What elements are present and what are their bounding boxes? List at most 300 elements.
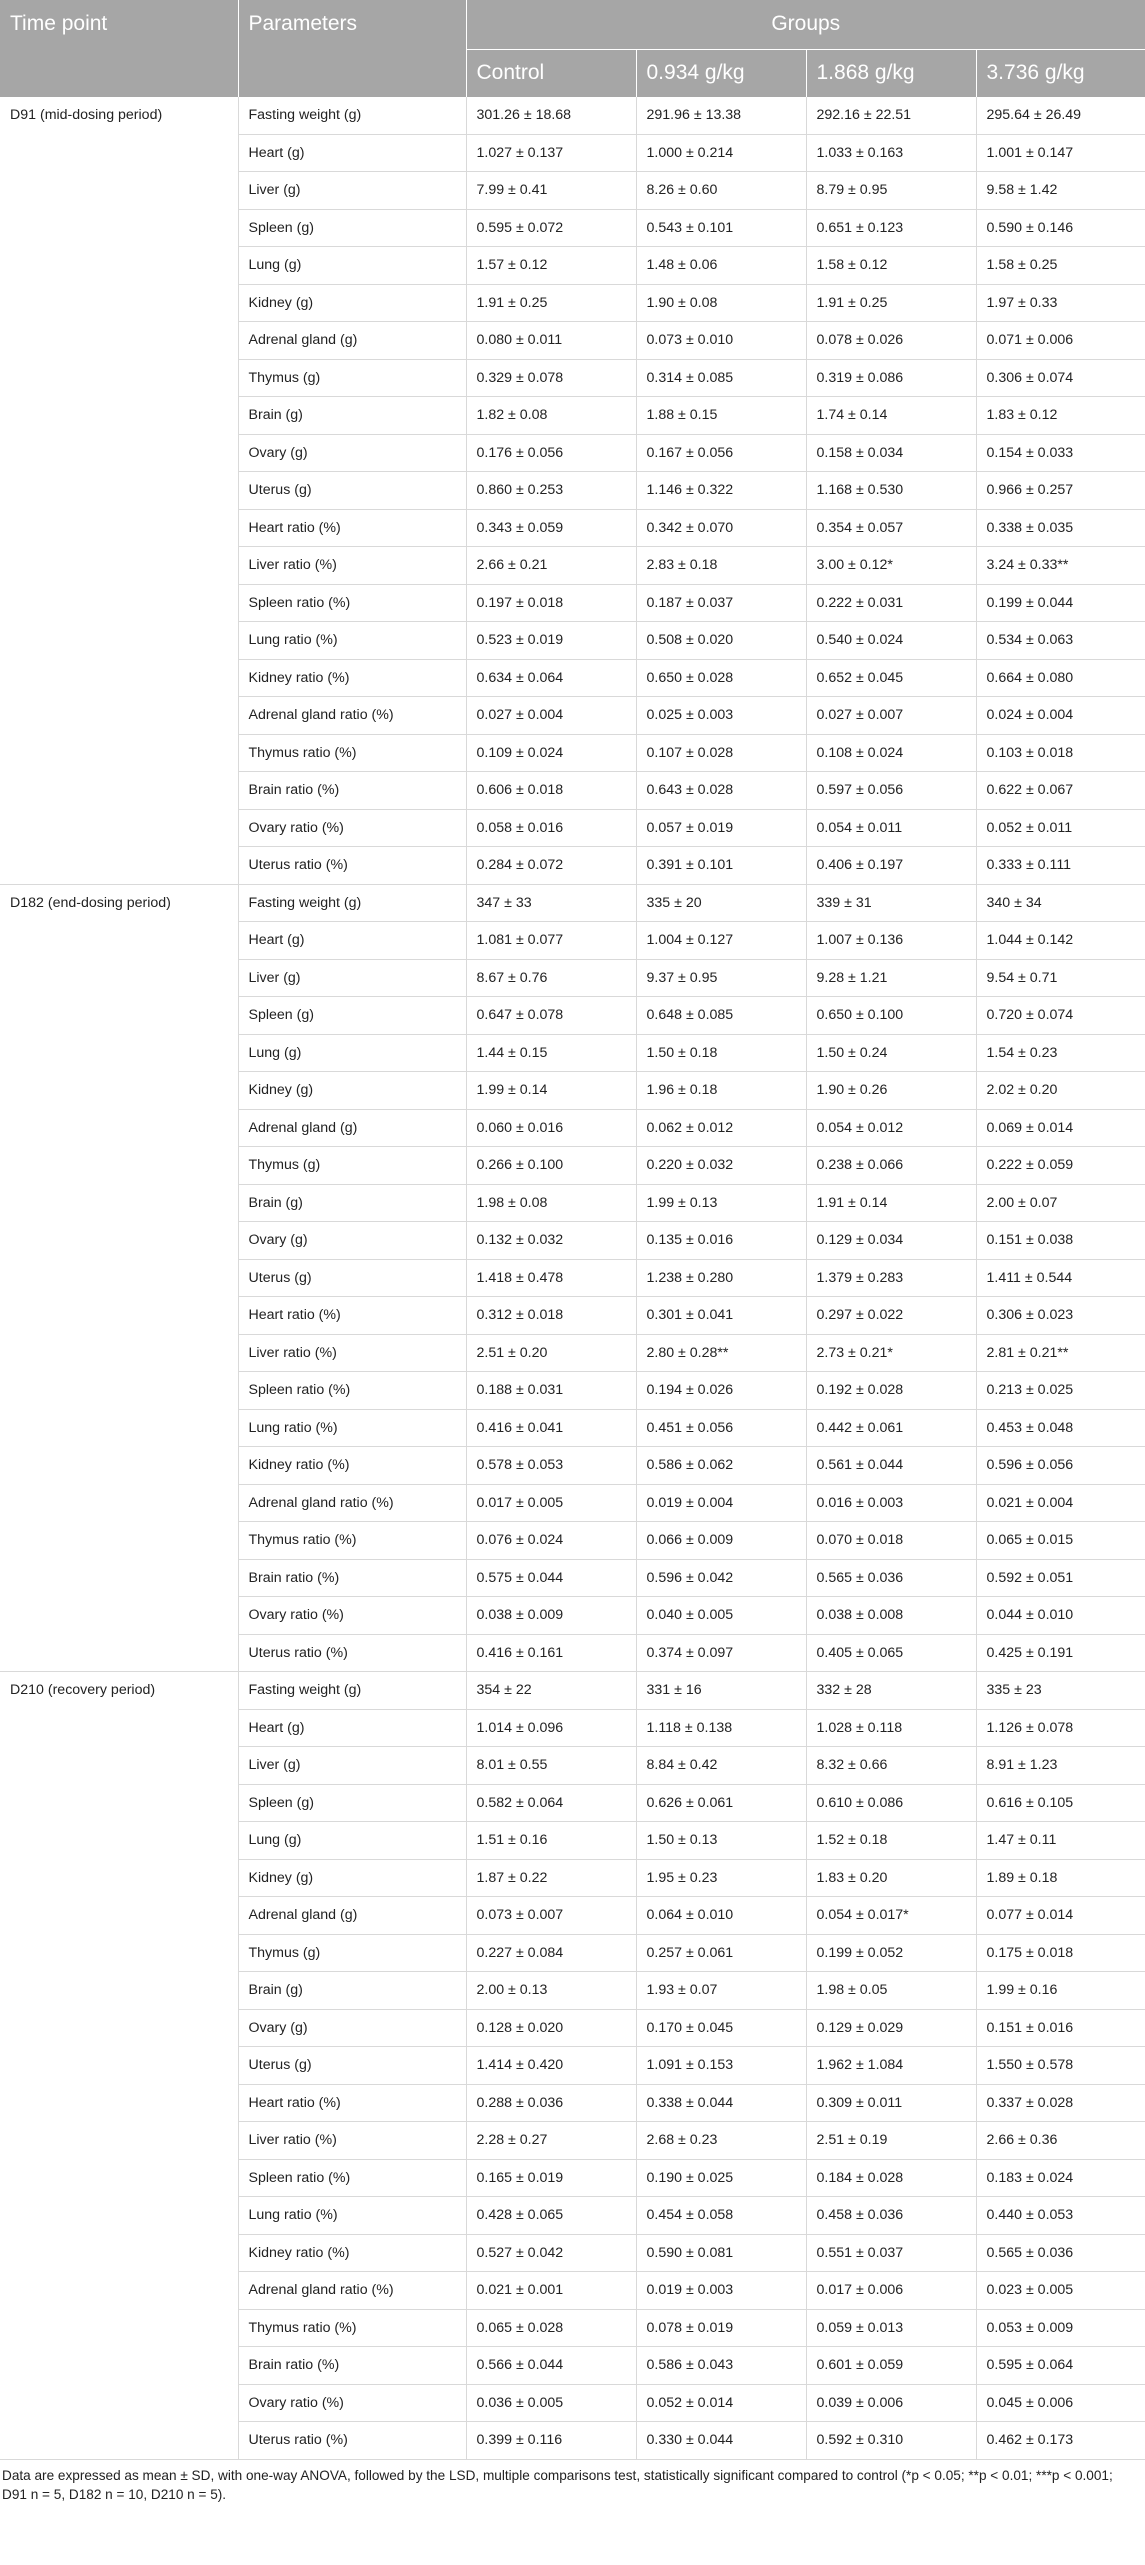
value-cell: 0.188 ± 0.031 [466, 1372, 636, 1410]
value-cell: 295.64 ± 26.49 [976, 97, 1145, 135]
parameter-cell: Spleen ratio (%) [238, 584, 466, 622]
value-cell: 0.054 ± 0.017* [806, 1897, 976, 1935]
parameter-cell: Uterus ratio (%) [238, 847, 466, 885]
parameter-cell: Fasting weight (g) [238, 1672, 466, 1710]
parameter-cell: Ovary ratio (%) [238, 2384, 466, 2422]
value-cell: 0.565 ± 0.036 [806, 1559, 976, 1597]
header-group-1868: 1.868 g/kg [806, 49, 976, 97]
parameter-cell: Kidney ratio (%) [238, 1447, 466, 1485]
value-cell: 354 ± 22 [466, 1672, 636, 1710]
value-cell: 0.017 ± 0.006 [806, 2272, 976, 2310]
parameter-cell: Uterus (g) [238, 472, 466, 510]
value-cell: 0.151 ± 0.038 [976, 1222, 1145, 1260]
footnote-line-1: Data are expressed as mean ± SD, with one-way ANOVA, followed by the LSD, multiple comparisons test, statistically significant compared to control (*p < 0.05; **p < 0.01; ***p < 0.001; [2, 2467, 1113, 2483]
parameter-cell: Liver (g) [238, 1747, 466, 1785]
value-cell: 0.586 ± 0.062 [636, 1447, 806, 1485]
value-cell: 0.406 ± 0.197 [806, 847, 976, 885]
value-cell: 0.592 ± 0.310 [806, 2422, 976, 2460]
value-cell: 0.170 ± 0.045 [636, 2009, 806, 2047]
parameter-cell: Heart ratio (%) [238, 2084, 466, 2122]
value-cell: 0.227 ± 0.084 [466, 1934, 636, 1972]
value-cell: 0.058 ± 0.016 [466, 809, 636, 847]
parameter-cell: Adrenal gland ratio (%) [238, 1484, 466, 1522]
value-cell: 0.284 ± 0.072 [466, 847, 636, 885]
value-cell: 0.586 ± 0.043 [636, 2347, 806, 2385]
parameter-cell: Ovary ratio (%) [238, 1597, 466, 1635]
value-cell: 1.126 ± 0.078 [976, 1709, 1145, 1747]
value-cell: 0.199 ± 0.044 [976, 584, 1145, 622]
value-cell: 1.93 ± 0.07 [636, 1972, 806, 2010]
value-cell: 1.118 ± 0.138 [636, 1709, 806, 1747]
value-cell: 0.288 ± 0.036 [466, 2084, 636, 2122]
value-cell: 0.306 ± 0.023 [976, 1297, 1145, 1335]
parameter-cell: Kidney (g) [238, 1072, 466, 1110]
value-cell: 2.68 ± 0.23 [636, 2122, 806, 2160]
value-cell: 8.84 ± 0.42 [636, 1747, 806, 1785]
parameter-cell: Lung (g) [238, 1034, 466, 1072]
value-cell: 0.183 ± 0.024 [976, 2159, 1145, 2197]
value-cell: 0.190 ± 0.025 [636, 2159, 806, 2197]
value-cell: 1.48 ± 0.06 [636, 247, 806, 285]
parameter-cell: Heart ratio (%) [238, 509, 466, 547]
value-cell: 2.66 ± 0.36 [976, 2122, 1145, 2160]
value-cell: 0.652 ± 0.045 [806, 659, 976, 697]
value-cell: 1.50 ± 0.18 [636, 1034, 806, 1072]
value-cell: 0.451 ± 0.056 [636, 1409, 806, 1447]
value-cell: 0.416 ± 0.041 [466, 1409, 636, 1447]
value-cell: 1.54 ± 0.23 [976, 1034, 1145, 1072]
value-cell: 1.091 ± 0.153 [636, 2047, 806, 2085]
value-cell: 0.523 ± 0.019 [466, 622, 636, 660]
value-cell: 1.028 ± 0.118 [806, 1709, 976, 1747]
value-cell: 0.065 ± 0.028 [466, 2309, 636, 2347]
parameter-cell: Ovary ratio (%) [238, 809, 466, 847]
value-cell: 335 ± 20 [636, 884, 806, 922]
value-cell: 0.027 ± 0.004 [466, 697, 636, 735]
value-cell: 0.527 ± 0.042 [466, 2234, 636, 2272]
value-cell: 0.176 ± 0.056 [466, 434, 636, 472]
parameter-cell: Thymus ratio (%) [238, 1522, 466, 1560]
parameter-cell: Uterus ratio (%) [238, 1634, 466, 1672]
value-cell: 0.019 ± 0.004 [636, 1484, 806, 1522]
parameter-cell: Brain (g) [238, 1972, 466, 2010]
parameter-cell: Thymus (g) [238, 1147, 466, 1185]
value-cell: 8.32 ± 0.66 [806, 1747, 976, 1785]
value-cell: 0.648 ± 0.085 [636, 997, 806, 1035]
value-cell: 1.550 ± 0.578 [976, 2047, 1145, 2085]
value-cell: 0.595 ± 0.064 [976, 2347, 1145, 2385]
value-cell: 1.88 ± 0.15 [636, 397, 806, 435]
parameter-cell: Heart (g) [238, 1709, 466, 1747]
value-cell: 2.51 ± 0.20 [466, 1334, 636, 1372]
parameter-cell: Liver ratio (%) [238, 547, 466, 585]
value-cell: 0.399 ± 0.116 [466, 2422, 636, 2460]
value-cell: 340 ± 34 [976, 884, 1145, 922]
value-cell: 0.060 ± 0.016 [466, 1109, 636, 1147]
value-cell: 1.97 ± 0.33 [976, 284, 1145, 322]
parameter-cell: Fasting weight (g) [238, 97, 466, 135]
value-cell: 292.16 ± 22.51 [806, 97, 976, 135]
value-cell: 0.374 ± 0.097 [636, 1634, 806, 1672]
table-row [0, 1672, 1145, 1710]
value-cell: 1.014 ± 0.096 [466, 1709, 636, 1747]
value-cell: 0.066 ± 0.009 [636, 1522, 806, 1560]
value-cell: 0.354 ± 0.057 [806, 509, 976, 547]
value-cell: 1.962 ± 1.084 [806, 2047, 976, 2085]
value-cell: 0.021 ± 0.004 [976, 1484, 1145, 1522]
time-point-cell: D91 (mid-dosing period) [0, 97, 238, 885]
value-cell: 0.606 ± 0.018 [466, 772, 636, 810]
value-cell: 0.301 ± 0.041 [636, 1297, 806, 1335]
value-cell: 0.596 ± 0.056 [976, 1447, 1145, 1485]
value-cell: 2.28 ± 0.27 [466, 2122, 636, 2160]
value-cell: 0.129 ± 0.034 [806, 1222, 976, 1260]
value-cell: 0.053 ± 0.009 [976, 2309, 1145, 2347]
value-cell: 1.033 ± 0.163 [806, 134, 976, 172]
table-row [0, 97, 1145, 135]
value-cell: 8.26 ± 0.60 [636, 172, 806, 210]
value-cell: 0.590 ± 0.146 [976, 209, 1145, 247]
value-cell: 1.87 ± 0.22 [466, 1859, 636, 1897]
parameter-cell: Spleen (g) [238, 997, 466, 1035]
value-cell: 0.070 ± 0.018 [806, 1522, 976, 1560]
parameter-cell: Fasting weight (g) [238, 884, 466, 922]
value-cell: 0.333 ± 0.111 [976, 847, 1145, 885]
value-cell: 0.578 ± 0.053 [466, 1447, 636, 1485]
value-cell: 0.187 ± 0.037 [636, 584, 806, 622]
value-cell: 1.91 ± 0.25 [466, 284, 636, 322]
parameter-cell: Kidney (g) [238, 1859, 466, 1897]
value-cell: 0.078 ± 0.026 [806, 322, 976, 360]
value-cell: 0.038 ± 0.009 [466, 1597, 636, 1635]
parameter-cell: Liver (g) [238, 172, 466, 210]
value-cell: 0.024 ± 0.004 [976, 697, 1145, 735]
header-parameters: Parameters [238, 0, 466, 97]
value-cell: 0.314 ± 0.085 [636, 359, 806, 397]
value-cell: 2.02 ± 0.20 [976, 1072, 1145, 1110]
value-cell: 0.052 ± 0.014 [636, 2384, 806, 2422]
value-cell: 2.73 ± 0.21* [806, 1334, 976, 1372]
value-cell: 0.309 ± 0.011 [806, 2084, 976, 2122]
value-cell: 1.98 ± 0.08 [466, 1184, 636, 1222]
value-cell: 291.96 ± 13.38 [636, 97, 806, 135]
value-cell: 1.58 ± 0.25 [976, 247, 1145, 285]
value-cell: 0.052 ± 0.011 [976, 809, 1145, 847]
parameter-cell: Uterus (g) [238, 1259, 466, 1297]
value-cell: 1.90 ± 0.08 [636, 284, 806, 322]
value-cell: 0.222 ± 0.031 [806, 584, 976, 622]
value-cell: 0.151 ± 0.016 [976, 2009, 1145, 2047]
value-cell: 0.054 ± 0.012 [806, 1109, 976, 1147]
value-cell: 0.650 ± 0.028 [636, 659, 806, 697]
value-cell: 0.634 ± 0.064 [466, 659, 636, 697]
parameter-cell: Adrenal gland ratio (%) [238, 697, 466, 735]
table-row [0, 884, 1145, 922]
value-cell: 0.860 ± 0.253 [466, 472, 636, 510]
value-cell: 0.197 ± 0.018 [466, 584, 636, 622]
parameter-cell: Lung (g) [238, 1822, 466, 1860]
value-cell: 0.561 ± 0.044 [806, 1447, 976, 1485]
value-cell: 1.414 ± 0.420 [466, 2047, 636, 2085]
value-cell: 1.238 ± 0.280 [636, 1259, 806, 1297]
value-cell: 331 ± 16 [636, 1672, 806, 1710]
value-cell: 1.90 ± 0.26 [806, 1072, 976, 1110]
parameter-cell: Thymus ratio (%) [238, 734, 466, 772]
value-cell: 0.462 ± 0.173 [976, 2422, 1145, 2460]
value-cell: 0.167 ± 0.056 [636, 434, 806, 472]
value-cell: 1.47 ± 0.11 [976, 1822, 1145, 1860]
value-cell: 1.99 ± 0.14 [466, 1072, 636, 1110]
header-group-3736: 3.736 g/kg [976, 49, 1145, 97]
value-cell: 0.107 ± 0.028 [636, 734, 806, 772]
value-cell: 1.58 ± 0.12 [806, 247, 976, 285]
value-cell: 0.601 ± 0.059 [806, 2347, 976, 2385]
parameter-cell: Spleen (g) [238, 1784, 466, 1822]
value-cell: 0.566 ± 0.044 [466, 2347, 636, 2385]
value-cell: 1.99 ± 0.16 [976, 1972, 1145, 2010]
header-group-control: Control [466, 49, 636, 97]
value-cell: 0.565 ± 0.036 [976, 2234, 1145, 2272]
value-cell: 0.077 ± 0.014 [976, 1897, 1145, 1935]
value-cell: 0.458 ± 0.036 [806, 2197, 976, 2235]
value-cell: 9.54 ± 0.71 [976, 959, 1145, 997]
header-time-point: Time point [0, 0, 238, 97]
parameter-cell: Uterus ratio (%) [238, 2422, 466, 2460]
value-cell: 0.338 ± 0.035 [976, 509, 1145, 547]
parameter-cell: Thymus (g) [238, 359, 466, 397]
value-cell: 1.51 ± 0.16 [466, 1822, 636, 1860]
parameter-cell: Lung (g) [238, 247, 466, 285]
value-cell: 0.343 ± 0.059 [466, 509, 636, 547]
value-cell: 1.44 ± 0.15 [466, 1034, 636, 1072]
value-cell: 0.021 ± 0.001 [466, 2272, 636, 2310]
value-cell: 0.109 ± 0.024 [466, 734, 636, 772]
header-group-0934: 0.934 g/kg [636, 49, 806, 97]
value-cell: 2.80 ± 0.28** [636, 1334, 806, 1372]
value-cell: 1.50 ± 0.24 [806, 1034, 976, 1072]
value-cell: 0.016 ± 0.003 [806, 1484, 976, 1522]
value-cell: 1.83 ± 0.12 [976, 397, 1145, 435]
value-cell: 0.590 ± 0.081 [636, 2234, 806, 2272]
value-cell: 1.96 ± 0.18 [636, 1072, 806, 1110]
parameter-cell: Brain ratio (%) [238, 2347, 466, 2385]
value-cell: 0.057 ± 0.019 [636, 809, 806, 847]
value-cell: 9.58 ± 1.42 [976, 172, 1145, 210]
table-footnote [0, 2460, 1145, 2504]
value-cell: 0.065 ± 0.015 [976, 1522, 1145, 1560]
table-body [0, 97, 1145, 2460]
parameter-cell: Lung ratio (%) [238, 2197, 466, 2235]
value-cell: 0.129 ± 0.029 [806, 2009, 976, 2047]
value-cell: 3.00 ± 0.12* [806, 547, 976, 585]
value-cell: 1.081 ± 0.077 [466, 922, 636, 960]
value-cell: 0.720 ± 0.074 [976, 997, 1145, 1035]
value-cell: 0.257 ± 0.061 [636, 1934, 806, 1972]
time-point-cell: D210 (recovery period) [0, 1672, 238, 2460]
value-cell: 0.342 ± 0.070 [636, 509, 806, 547]
value-cell: 0.044 ± 0.010 [976, 1597, 1145, 1635]
value-cell: 0.238 ± 0.066 [806, 1147, 976, 1185]
value-cell: 0.132 ± 0.032 [466, 1222, 636, 1260]
value-cell: 0.222 ± 0.059 [976, 1147, 1145, 1185]
value-cell: 1.82 ± 0.08 [466, 397, 636, 435]
parameter-cell: Brain (g) [238, 397, 466, 435]
value-cell: 0.036 ± 0.005 [466, 2384, 636, 2422]
parameter-cell: Lung ratio (%) [238, 622, 466, 660]
value-cell: 0.428 ± 0.065 [466, 2197, 636, 2235]
value-cell: 0.154 ± 0.033 [976, 434, 1145, 472]
value-cell: 1.379 ± 0.283 [806, 1259, 976, 1297]
parameter-cell: Liver (g) [238, 959, 466, 997]
value-cell: 0.453 ± 0.048 [976, 1409, 1145, 1447]
parameter-cell: Heart (g) [238, 134, 466, 172]
value-cell: 0.440 ± 0.053 [976, 2197, 1145, 2235]
value-cell: 0.165 ± 0.019 [466, 2159, 636, 2197]
value-cell: 0.199 ± 0.052 [806, 1934, 976, 1972]
value-cell: 1.007 ± 0.136 [806, 922, 976, 960]
value-cell: 339 ± 31 [806, 884, 976, 922]
value-cell: 0.073 ± 0.007 [466, 1897, 636, 1935]
value-cell: 0.543 ± 0.101 [636, 209, 806, 247]
value-cell: 0.651 ± 0.123 [806, 209, 976, 247]
value-cell: 1.91 ± 0.25 [806, 284, 976, 322]
value-cell: 0.019 ± 0.003 [636, 2272, 806, 2310]
footnote-line-2: D91 n = 5, D182 n = 10, D210 n = 5). [2, 2486, 227, 2502]
value-cell: 2.51 ± 0.19 [806, 2122, 976, 2160]
parameter-cell: Kidney ratio (%) [238, 659, 466, 697]
value-cell: 0.175 ± 0.018 [976, 1934, 1145, 1972]
value-cell: 335 ± 23 [976, 1672, 1145, 1710]
value-cell: 0.080 ± 0.011 [466, 322, 636, 360]
value-cell: 0.064 ± 0.010 [636, 1897, 806, 1935]
value-cell: 1.418 ± 0.478 [466, 1259, 636, 1297]
value-cell: 0.192 ± 0.028 [806, 1372, 976, 1410]
value-cell: 0.135 ± 0.016 [636, 1222, 806, 1260]
value-cell: 0.416 ± 0.161 [466, 1634, 636, 1672]
parameter-cell: Lung ratio (%) [238, 1409, 466, 1447]
value-cell: 0.405 ± 0.065 [806, 1634, 976, 1672]
value-cell: 332 ± 28 [806, 1672, 976, 1710]
value-cell: 0.337 ± 0.028 [976, 2084, 1145, 2122]
value-cell: 1.83 ± 0.20 [806, 1859, 976, 1897]
value-cell: 0.039 ± 0.006 [806, 2384, 976, 2422]
value-cell: 0.078 ± 0.019 [636, 2309, 806, 2347]
value-cell: 1.027 ± 0.137 [466, 134, 636, 172]
value-cell: 0.582 ± 0.064 [466, 1784, 636, 1822]
parameter-cell: Ovary (g) [238, 2009, 466, 2047]
time-point-cell: D182 (end-dosing period) [0, 884, 238, 1672]
parameter-cell: Adrenal gland (g) [238, 1109, 466, 1147]
parameter-cell: Ovary (g) [238, 1222, 466, 1260]
parameter-cell: Thymus (g) [238, 1934, 466, 1972]
value-cell: 2.00 ± 0.13 [466, 1972, 636, 2010]
value-cell: 0.023 ± 0.005 [976, 2272, 1145, 2310]
value-cell: 0.194 ± 0.026 [636, 1372, 806, 1410]
value-cell: 1.98 ± 0.05 [806, 1972, 976, 2010]
value-cell: 0.592 ± 0.051 [976, 1559, 1145, 1597]
value-cell: 0.597 ± 0.056 [806, 772, 976, 810]
value-cell: 7.99 ± 0.41 [466, 172, 636, 210]
value-cell: 3.24 ± 0.33** [976, 547, 1145, 585]
parameter-cell: Adrenal gland ratio (%) [238, 2272, 466, 2310]
table-header [0, 0, 1145, 97]
value-cell: 1.001 ± 0.147 [976, 134, 1145, 172]
value-cell: 0.040 ± 0.005 [636, 1597, 806, 1635]
value-cell: 0.073 ± 0.010 [636, 322, 806, 360]
header-row-top [0, 0, 1145, 49]
value-cell: 0.508 ± 0.020 [636, 622, 806, 660]
parameter-cell: Uterus (g) [238, 2047, 466, 2085]
value-cell: 9.37 ± 0.95 [636, 959, 806, 997]
value-cell: 0.329 ± 0.078 [466, 359, 636, 397]
parameter-cell: Adrenal gland (g) [238, 1897, 466, 1935]
value-cell: 1.95 ± 0.23 [636, 1859, 806, 1897]
value-cell: 0.184 ± 0.028 [806, 2159, 976, 2197]
value-cell: 0.025 ± 0.003 [636, 697, 806, 735]
parameter-cell: Spleen ratio (%) [238, 1372, 466, 1410]
value-cell: 0.069 ± 0.014 [976, 1109, 1145, 1147]
value-cell: 1.146 ± 0.322 [636, 472, 806, 510]
value-cell: 0.534 ± 0.063 [976, 622, 1145, 660]
value-cell: 0.297 ± 0.022 [806, 1297, 976, 1335]
parameter-cell: Brain ratio (%) [238, 1559, 466, 1597]
value-cell: 0.616 ± 0.105 [976, 1784, 1145, 1822]
value-cell: 1.044 ± 0.142 [976, 922, 1145, 960]
parameter-cell: Ovary (g) [238, 434, 466, 472]
parameter-cell: Heart ratio (%) [238, 1297, 466, 1335]
value-cell: 0.425 ± 0.191 [976, 1634, 1145, 1672]
value-cell: 0.128 ± 0.020 [466, 2009, 636, 2047]
value-cell: 0.266 ± 0.100 [466, 1147, 636, 1185]
parameter-cell: Spleen (g) [238, 209, 466, 247]
value-cell: 1.52 ± 0.18 [806, 1822, 976, 1860]
value-cell: 0.045 ± 0.006 [976, 2384, 1145, 2422]
value-cell: 0.650 ± 0.100 [806, 997, 976, 1035]
value-cell: 0.391 ± 0.101 [636, 847, 806, 885]
parameter-cell: Brain (g) [238, 1184, 466, 1222]
value-cell: 1.91 ± 0.14 [806, 1184, 976, 1222]
value-cell: 0.312 ± 0.018 [466, 1297, 636, 1335]
value-cell: 0.664 ± 0.080 [976, 659, 1145, 697]
value-cell: 0.643 ± 0.028 [636, 772, 806, 810]
value-cell: 8.79 ± 0.95 [806, 172, 976, 210]
parameter-cell: Spleen ratio (%) [238, 2159, 466, 2197]
value-cell: 0.622 ± 0.067 [976, 772, 1145, 810]
value-cell: 0.610 ± 0.086 [806, 1784, 976, 1822]
value-cell: 9.28 ± 1.21 [806, 959, 976, 997]
value-cell: 0.158 ± 0.034 [806, 434, 976, 472]
parameter-cell: Adrenal gland (g) [238, 322, 466, 360]
value-cell: 0.551 ± 0.037 [806, 2234, 976, 2272]
value-cell: 1.89 ± 0.18 [976, 1859, 1145, 1897]
value-cell: 347 ± 33 [466, 884, 636, 922]
value-cell: 1.74 ± 0.14 [806, 397, 976, 435]
value-cell: 0.017 ± 0.005 [466, 1484, 636, 1522]
value-cell: 0.076 ± 0.024 [466, 1522, 636, 1560]
value-cell: 1.50 ± 0.13 [636, 1822, 806, 1860]
value-cell: 0.330 ± 0.044 [636, 2422, 806, 2460]
value-cell: 301.26 ± 18.68 [466, 97, 636, 135]
value-cell: 0.027 ± 0.007 [806, 697, 976, 735]
value-cell: 0.306 ± 0.074 [976, 359, 1145, 397]
value-cell: 8.01 ± 0.55 [466, 1747, 636, 1785]
value-cell: 0.108 ± 0.024 [806, 734, 976, 772]
value-cell: 0.454 ± 0.058 [636, 2197, 806, 2235]
header-groups: Groups [466, 0, 1145, 49]
value-cell: 1.57 ± 0.12 [466, 247, 636, 285]
parameter-cell: Kidney (g) [238, 284, 466, 322]
value-cell: 0.966 ± 0.257 [976, 472, 1145, 510]
